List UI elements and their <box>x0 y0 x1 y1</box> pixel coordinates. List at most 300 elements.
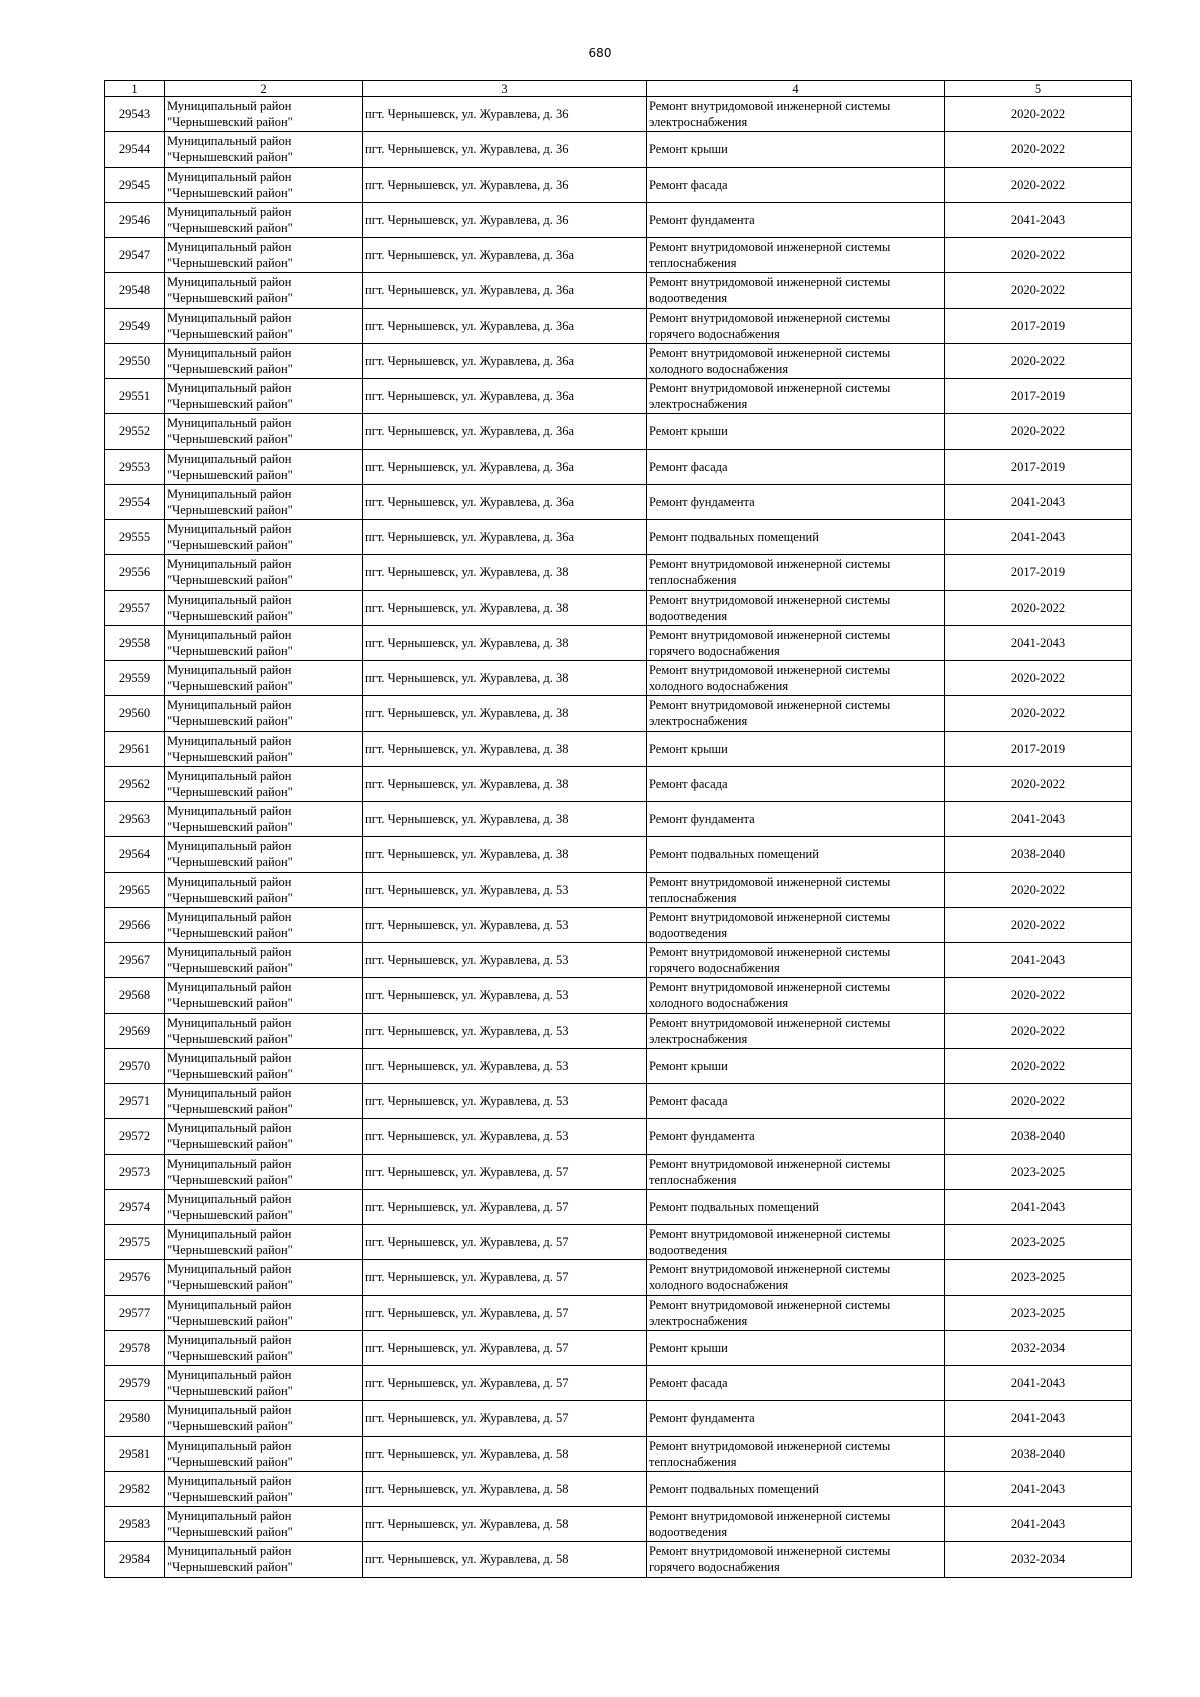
period-cell: 2020-2022 <box>945 1084 1132 1119</box>
address-cell: пгт. Чернышевск, ул. Журавлева, д. 53 <box>363 1013 647 1048</box>
table-row <box>105 1154 1132 1189</box>
region-line: "Чернышевский район" <box>167 714 293 729</box>
work-type-cell <box>647 1436 945 1471</box>
address-cell: пгт. Чернышевск, ул. Журавлева, д. 53 <box>363 1084 647 1119</box>
work-type-line: Ремонт внутридомовой инженерной системы <box>649 557 891 572</box>
region-line: Муниципальный район <box>167 1403 292 1418</box>
work-type-line: Ремонт фасада <box>649 776 728 791</box>
work-type-line: Ремонт крыши <box>649 424 728 439</box>
period-cell: 2020-2022 <box>945 414 1132 449</box>
column-header: 1 <box>105 81 165 97</box>
period-cell: 2032-2034 <box>945 1542 1132 1577</box>
region-line: "Чернышевский район" <box>167 608 293 623</box>
work-type-line: водоотведения <box>649 925 728 940</box>
region-cell <box>165 1048 363 1083</box>
region-line: "Чернышевский район" <box>167 150 293 165</box>
address-cell: пгт. Чернышевск, ул. Журавлева, д. 38 <box>363 802 647 837</box>
period-cell: 2041-2043 <box>945 802 1132 837</box>
work-type-line: Ремонт внутридомовой инженерной системы <box>649 698 891 713</box>
work-type-cell <box>647 802 945 837</box>
region-cell <box>165 943 363 978</box>
region-cell <box>165 907 363 942</box>
region-cell <box>165 555 363 590</box>
region-line: "Чернышевский район" <box>167 961 293 976</box>
work-type-cell <box>647 97 945 132</box>
address-cell: пгт. Чернышевск, ул. Журавлева, д. 36а <box>363 484 647 519</box>
work-type-line: Ремонт крыши <box>649 142 728 157</box>
work-type-line: Ремонт подвальных помещений <box>649 1481 819 1496</box>
region-line: "Чернышевский район" <box>167 1525 293 1540</box>
row-number-cell: 29548 <box>105 273 165 308</box>
region-cell <box>165 520 363 555</box>
region-cell <box>165 978 363 1013</box>
period-cell: 2020-2022 <box>945 132 1132 167</box>
region-line: Муниципальный район <box>167 1438 292 1453</box>
row-number-cell: 29562 <box>105 766 165 801</box>
region-cell <box>165 696 363 731</box>
region-cell <box>165 414 363 449</box>
work-type-cell <box>647 238 945 273</box>
region-line: "Чернышевский район" <box>167 185 293 200</box>
table-row <box>105 1401 1132 1436</box>
work-type-line: горячего водоснабжения <box>649 961 780 976</box>
region-line: Муниципальный район <box>167 1332 292 1347</box>
work-type-line: Ремонт внутридомовой инженерной системы <box>649 945 891 960</box>
region-line: "Чернышевский район" <box>167 996 293 1011</box>
work-type-cell <box>647 1154 945 1189</box>
work-type-line: Ремонт внутридомовой инженерной системы <box>649 663 891 678</box>
work-type-cell <box>647 1119 945 1154</box>
row-number-cell: 29544 <box>105 132 165 167</box>
region-line: Муниципальный район <box>167 592 292 607</box>
region-line: Муниципальный район <box>167 1156 292 1171</box>
work-type-line: Ремонт фасада <box>649 1094 728 1109</box>
row-number-cell: 29555 <box>105 520 165 555</box>
region-cell <box>165 343 363 378</box>
period-cell: 2038-2040 <box>945 1119 1132 1154</box>
row-number-cell: 29582 <box>105 1471 165 1506</box>
region-line: Муниципальный район <box>167 733 292 748</box>
region-cell <box>165 1542 363 1577</box>
page-number: 680 <box>588 46 612 60</box>
address-cell: пгт. Чернышевск, ул. Журавлева, д. 36а <box>363 308 647 343</box>
table-row <box>105 273 1132 308</box>
region-cell <box>165 1225 363 1260</box>
period-cell: 2020-2022 <box>945 1048 1132 1083</box>
work-type-line: Ремонт внутридомовой инженерной системы <box>649 980 891 995</box>
period-cell: 2023-2025 <box>945 1295 1132 1330</box>
work-type-cell <box>647 661 945 696</box>
table-row <box>105 132 1132 167</box>
period-cell: 2020-2022 <box>945 907 1132 942</box>
period-cell: 2041-2043 <box>945 1471 1132 1506</box>
period-cell: 2023-2025 <box>945 1154 1132 1189</box>
address-cell: пгт. Чернышевск, ул. Журавлева, д. 53 <box>363 978 647 1013</box>
region-line: "Чернышевский район" <box>167 361 293 376</box>
row-number-cell: 29567 <box>105 943 165 978</box>
region-cell <box>165 132 363 167</box>
region-line: Муниципальный район <box>167 1191 292 1206</box>
region-line: Муниципальный район <box>167 522 292 537</box>
region-cell <box>165 872 363 907</box>
work-type-line: Ремонт крыши <box>649 741 728 756</box>
work-type-line: холодного водоснабжения <box>649 361 789 376</box>
table-row <box>105 1295 1132 1330</box>
region-cell <box>165 1366 363 1401</box>
address-cell: пгт. Чернышевск, ул. Журавлева, д. 53 <box>363 872 647 907</box>
table-row <box>105 943 1132 978</box>
row-number-cell: 29564 <box>105 837 165 872</box>
work-type-cell <box>647 1507 945 1542</box>
table-row <box>105 238 1132 273</box>
region-line: "Чернышевский район" <box>167 1207 293 1222</box>
row-number-cell: 29552 <box>105 414 165 449</box>
work-type-line: Ремонт внутридомовой инженерной системы <box>649 1544 891 1559</box>
work-type-line: теплоснабжения <box>649 1454 737 1469</box>
work-type-line: Ремонт внутридомовой инженерной системы <box>649 1015 891 1030</box>
region-line: Муниципальный район <box>167 1262 292 1277</box>
period-cell: 2020-2022 <box>945 978 1132 1013</box>
row-number-cell: 29568 <box>105 978 165 1013</box>
row-number-cell: 29554 <box>105 484 165 519</box>
region-line: "Чернышевский район" <box>167 1102 293 1117</box>
work-type-line: электроснабжения <box>649 1031 748 1046</box>
work-type-line: Ремонт внутридомовой инженерной системы <box>649 99 891 114</box>
table-row <box>105 696 1132 731</box>
period-cell: 2041-2043 <box>945 1366 1132 1401</box>
work-type-line: Ремонт подвальных помещений <box>649 847 819 862</box>
region-line: "Чернышевский район" <box>167 1243 293 1258</box>
row-number-cell: 29547 <box>105 238 165 273</box>
address-cell: пгт. Чернышевск, ул. Журавлева, д. 58 <box>363 1542 647 1577</box>
period-cell: 2032-2034 <box>945 1330 1132 1365</box>
work-type-line: водоотведения <box>649 608 728 623</box>
address-cell: пгт. Чернышевск, ул. Журавлева, д. 36 <box>363 202 647 237</box>
region-line: Муниципальный район <box>167 909 292 924</box>
work-type-line: электроснабжения <box>649 714 748 729</box>
row-number-cell: 29581 <box>105 1436 165 1471</box>
address-cell: пгт. Чернышевск, ул. Журавлева, д. 57 <box>363 1225 647 1260</box>
row-number-cell: 29553 <box>105 449 165 484</box>
address-cell: пгт. Чернышевск, ул. Журавлева, д. 57 <box>363 1260 647 1295</box>
region-cell <box>165 1119 363 1154</box>
row-number-cell: 29546 <box>105 202 165 237</box>
work-type-cell <box>647 978 945 1013</box>
region-cell <box>165 202 363 237</box>
period-cell: 2020-2022 <box>945 97 1132 132</box>
region-line: Муниципальный район <box>167 874 292 889</box>
region-line: Муниципальный район <box>167 169 292 184</box>
region-line: "Чернышевский район" <box>167 220 293 235</box>
region-line: Муниципальный район <box>167 204 292 219</box>
address-cell: пгт. Чернышевск, ул. Журавлева, д. 36 <box>363 167 647 202</box>
region-line: "Чернышевский район" <box>167 115 293 130</box>
work-type-cell <box>647 1084 945 1119</box>
work-type-cell <box>647 449 945 484</box>
row-number-cell: 29571 <box>105 1084 165 1119</box>
region-line: "Чернышевский район" <box>167 573 293 588</box>
region-line: Муниципальный район <box>167 663 292 678</box>
work-type-cell <box>647 484 945 519</box>
row-number-cell: 29558 <box>105 625 165 660</box>
region-line: Муниципальный район <box>167 381 292 396</box>
work-type-line: Ремонт фундамента <box>649 1411 755 1426</box>
row-number-cell: 29579 <box>105 1366 165 1401</box>
work-type-cell <box>647 379 945 414</box>
table-row <box>105 414 1132 449</box>
region-cell <box>165 661 363 696</box>
address-cell: пгт. Чернышевск, ул. Журавлева, д. 53 <box>363 1119 647 1154</box>
period-cell: 2041-2043 <box>945 1507 1132 1542</box>
row-number-cell: 29575 <box>105 1225 165 1260</box>
row-number-cell: 29580 <box>105 1401 165 1436</box>
address-cell: пгт. Чернышевск, ул. Журавлева, д. 38 <box>363 661 647 696</box>
column-header: 3 <box>363 81 647 97</box>
work-type-cell <box>647 308 945 343</box>
column-header: 5 <box>945 81 1132 97</box>
period-cell: 2041-2043 <box>945 625 1132 660</box>
work-type-line: теплоснабжения <box>649 256 737 271</box>
work-type-line: Ремонт внутридомовой инженерной системы <box>649 275 891 290</box>
address-cell: пгт. Чернышевск, ул. Журавлева, д. 36а <box>363 273 647 308</box>
address-cell: пгт. Чернышевск, ул. Журавлева, д. 36а <box>363 379 647 414</box>
table-row <box>105 520 1132 555</box>
region-line: "Чернышевский район" <box>167 855 293 870</box>
region-cell <box>165 97 363 132</box>
table-row <box>105 449 1132 484</box>
work-type-cell <box>647 625 945 660</box>
work-type-cell <box>647 837 945 872</box>
region-line: "Чернышевский район" <box>167 1454 293 1469</box>
region-line: "Чернышевский район" <box>167 784 293 799</box>
address-cell: пгт. Чернышевск, ул. Журавлева, д. 53 <box>363 1048 647 1083</box>
region-line: "Чернышевский район" <box>167 502 293 517</box>
region-line: Муниципальный район <box>167 1015 292 1030</box>
work-type-line: горячего водоснабжения <box>649 643 780 658</box>
table-body <box>105 97 1132 1578</box>
region-line: "Чернышевский район" <box>167 326 293 341</box>
table-row <box>105 484 1132 519</box>
table-row <box>105 661 1132 696</box>
address-cell: пгт. Чернышевск, ул. Журавлева, д. 57 <box>363 1366 647 1401</box>
work-type-line: Ремонт внутридомовой инженерной системы <box>649 1227 891 1242</box>
work-type-line: Ремонт внутридомовой инженерной системы <box>649 1297 891 1312</box>
region-line: "Чернышевский район" <box>167 1172 293 1187</box>
work-type-line: электроснабжения <box>649 1313 748 1328</box>
period-cell: 2038-2040 <box>945 1436 1132 1471</box>
table-row <box>105 802 1132 837</box>
region-cell <box>165 1084 363 1119</box>
table-row <box>105 202 1132 237</box>
period-cell: 2017-2019 <box>945 555 1132 590</box>
column-header: 2 <box>165 81 363 97</box>
table-row <box>105 1048 1132 1083</box>
work-type-line: Ремонт крыши <box>649 1340 728 1355</box>
address-cell: пгт. Чернышевск, ул. Журавлева, д. 36а <box>363 520 647 555</box>
region-line: "Чернышевский район" <box>167 1137 293 1152</box>
address-cell: пгт. Чернышевск, ул. Журавлева, д. 53 <box>363 907 647 942</box>
work-type-line: горячего водоснабжения <box>649 1560 780 1575</box>
region-cell <box>165 837 363 872</box>
address-cell: пгт. Чернышевск, ул. Журавлева, д. 38 <box>363 731 647 766</box>
work-type-cell <box>647 590 945 625</box>
work-type-line: теплоснабжения <box>649 573 737 588</box>
address-cell: пгт. Чернышевск, ул. Журавлева, д. 58 <box>363 1507 647 1542</box>
period-cell: 2038-2040 <box>945 837 1132 872</box>
region-line: "Чернышевский район" <box>167 890 293 905</box>
region-line: Муниципальный район <box>167 240 292 255</box>
work-type-line: электроснабжения <box>649 397 748 412</box>
work-type-cell <box>647 555 945 590</box>
row-number-cell: 29569 <box>105 1013 165 1048</box>
period-cell: 2020-2022 <box>945 766 1132 801</box>
period-cell: 2023-2025 <box>945 1225 1132 1260</box>
work-type-line: Ремонт внутридомовой инженерной системы <box>649 909 891 924</box>
region-line: "Чернышевский район" <box>167 679 293 694</box>
period-cell: 2041-2043 <box>945 484 1132 519</box>
region-cell <box>165 308 363 343</box>
region-line: Муниципальный район <box>167 1227 292 1242</box>
table-row <box>105 1507 1132 1542</box>
region-line: Муниципальный район <box>167 1297 292 1312</box>
region-cell <box>165 1295 363 1330</box>
region-line: Муниципальный район <box>167 416 292 431</box>
work-type-line: Ремонт внутридомовой инженерной системы <box>649 310 891 325</box>
row-number-cell: 29576 <box>105 1260 165 1295</box>
work-type-line: Ремонт внутридомовой инженерной системы <box>649 592 891 607</box>
work-type-line: Ремонт фасада <box>649 177 728 192</box>
region-line: "Чернышевский район" <box>167 291 293 306</box>
work-type-line: Ремонт внутридомовой инженерной системы <box>649 874 891 889</box>
row-number-cell: 29561 <box>105 731 165 766</box>
table-row <box>105 97 1132 132</box>
work-type-line: Ремонт фасада <box>649 459 728 474</box>
address-cell: пгт. Чернышевск, ул. Журавлева, д. 58 <box>363 1436 647 1471</box>
period-cell: 2017-2019 <box>945 731 1132 766</box>
work-type-cell <box>647 273 945 308</box>
work-type-cell <box>647 132 945 167</box>
region-line: Муниципальный район <box>167 451 292 466</box>
region-cell <box>165 1471 363 1506</box>
work-type-line: Ремонт внутридомовой инженерной системы <box>649 1156 891 1171</box>
region-cell <box>165 1154 363 1189</box>
period-cell: 2041-2043 <box>945 1189 1132 1224</box>
work-type-cell <box>647 1295 945 1330</box>
work-type-cell <box>647 1366 945 1401</box>
work-type-cell <box>647 731 945 766</box>
address-cell: пгт. Чернышевск, ул. Журавлева, д. 38 <box>363 625 647 660</box>
region-line: Муниципальный район <box>167 310 292 325</box>
table-row <box>105 1189 1132 1224</box>
row-number-cell: 29550 <box>105 343 165 378</box>
row-number-cell: 29559 <box>105 661 165 696</box>
period-cell: 2020-2022 <box>945 696 1132 731</box>
region-line: "Чернышевский район" <box>167 467 293 482</box>
period-cell: 2020-2022 <box>945 661 1132 696</box>
table-row <box>105 167 1132 202</box>
row-number-cell: 29584 <box>105 1542 165 1577</box>
work-type-cell <box>647 1542 945 1577</box>
region-cell <box>165 1507 363 1542</box>
address-cell: пгт. Чернышевск, ул. Журавлева, д. 57 <box>363 1330 647 1365</box>
row-number-cell: 29557 <box>105 590 165 625</box>
work-type-line: Ремонт фундамента <box>649 212 755 227</box>
row-number-cell: 29566 <box>105 907 165 942</box>
address-cell: пгт. Чернышевск, ул. Журавлева, д. 36а <box>363 414 647 449</box>
work-type-line: Ремонт крыши <box>649 1058 728 1073</box>
work-type-cell <box>647 943 945 978</box>
table-row <box>105 1542 1132 1577</box>
address-cell: пгт. Чернышевск, ул. Журавлева, д. 57 <box>363 1295 647 1330</box>
region-line: Муниципальный район <box>167 134 292 149</box>
work-type-cell <box>647 1013 945 1048</box>
work-type-cell <box>647 1401 945 1436</box>
region-cell <box>165 167 363 202</box>
region-cell <box>165 1189 363 1224</box>
region-cell <box>165 590 363 625</box>
work-type-line: холодного водоснабжения <box>649 679 789 694</box>
table-row <box>105 343 1132 378</box>
work-type-line: Ремонт внутридомовой инженерной системы <box>649 1509 891 1524</box>
period-cell: 2020-2022 <box>945 238 1132 273</box>
work-type-cell <box>647 414 945 449</box>
region-line: "Чернышевский район" <box>167 1384 293 1399</box>
work-type-line: горячего водоснабжения <box>649 326 780 341</box>
work-type-cell <box>647 1048 945 1083</box>
region-line: "Чернышевский район" <box>167 1278 293 1293</box>
region-cell <box>165 379 363 414</box>
row-number-cell: 29574 <box>105 1189 165 1224</box>
address-cell: пгт. Чернышевск, ул. Журавлева, д. 57 <box>363 1189 647 1224</box>
region-line: Муниципальный район <box>167 839 292 854</box>
address-cell: пгт. Чернышевск, ул. Журавлева, д. 36 <box>363 132 647 167</box>
address-cell: пгт. Чернышевск, ул. Журавлева, д. 36а <box>363 238 647 273</box>
work-type-line: холодного водоснабжения <box>649 1278 789 1293</box>
table-row <box>105 308 1132 343</box>
region-cell <box>165 1401 363 1436</box>
region-line: "Чернышевский район" <box>167 643 293 658</box>
row-number-cell: 29556 <box>105 555 165 590</box>
period-cell: 2017-2019 <box>945 449 1132 484</box>
table-row <box>105 1330 1132 1365</box>
region-line: "Чернышевский район" <box>167 820 293 835</box>
table-row <box>105 555 1132 590</box>
address-cell: пгт. Чернышевск, ул. Журавлева, д. 38 <box>363 555 647 590</box>
period-cell: 2020-2022 <box>945 273 1132 308</box>
work-type-line: Ремонт фундамента <box>649 494 755 509</box>
row-number-cell: 29578 <box>105 1330 165 1365</box>
period-cell: 2020-2022 <box>945 590 1132 625</box>
table-row <box>105 907 1132 942</box>
table-row <box>105 1366 1132 1401</box>
column-header: 4 <box>647 81 945 97</box>
work-type-line: Ремонт внутридомовой инженерной системы <box>649 1262 891 1277</box>
region-cell <box>165 484 363 519</box>
region-line: Муниципальный район <box>167 698 292 713</box>
work-type-cell <box>647 520 945 555</box>
period-cell: 2020-2022 <box>945 872 1132 907</box>
work-type-cell <box>647 343 945 378</box>
work-type-line: Ремонт внутридомовой инженерной системы <box>649 345 891 360</box>
region-line: Муниципальный район <box>167 1509 292 1524</box>
region-cell <box>165 802 363 837</box>
region-line: "Чернышевский район" <box>167 397 293 412</box>
column-number-row <box>105 81 1132 97</box>
work-type-cell <box>647 202 945 237</box>
work-type-cell <box>647 1260 945 1295</box>
work-type-cell <box>647 766 945 801</box>
table-row <box>105 978 1132 1013</box>
